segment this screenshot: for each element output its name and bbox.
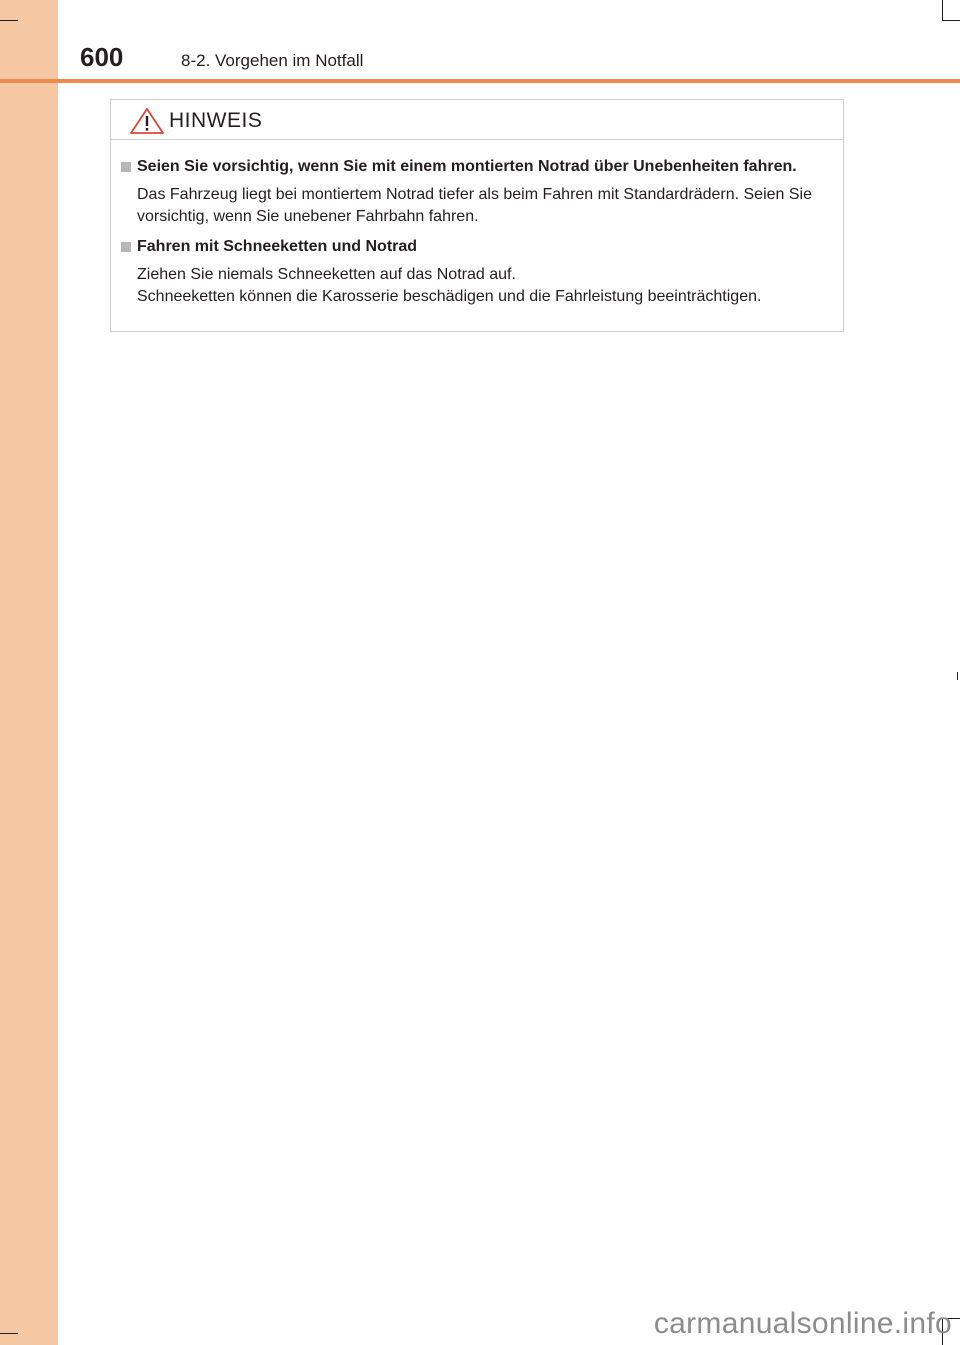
bullet-square-icon bbox=[121, 162, 131, 172]
bullet-square-icon bbox=[121, 242, 131, 252]
header-rule bbox=[0, 79, 960, 83]
crop-mark-top-right-horizontal bbox=[942, 20, 960, 21]
item-heading bbox=[119, 157, 833, 177]
crop-mark-top-left bbox=[0, 20, 18, 21]
crop-mark-right-middle bbox=[957, 672, 958, 680]
notice-header bbox=[111, 100, 843, 140]
crop-mark-top-right-vertical bbox=[942, 0, 943, 20]
item-body-paragraph: Schneeketten können die Karosserie beschädigen und die Fahrleistung beeinträchtigen. bbox=[137, 288, 762, 305]
notice-title: HINWEIS bbox=[169, 109, 263, 132]
item-body-paragraph: Ziehen Sie niemals Schneeketten auf das Notrad auf. bbox=[137, 266, 516, 283]
header-band bbox=[0, 0, 960, 80]
watermark: carmanualsonline.info bbox=[653, 1307, 952, 1340]
page-number: 600 bbox=[80, 42, 124, 72]
crop-mark-bottom-left bbox=[0, 1333, 18, 1334]
item-heading bbox=[119, 237, 833, 257]
item-heading-text: Fahren mit Schneeketten und Notrad bbox=[137, 238, 418, 255]
notice-item bbox=[119, 237, 833, 308]
item-body bbox=[119, 264, 833, 308]
notice-box bbox=[110, 99, 844, 332]
side-color-band bbox=[0, 0, 58, 1345]
section-title: 8-2. Vorgehen im Notfall bbox=[181, 51, 364, 70]
notice-item bbox=[119, 157, 833, 228]
item-body bbox=[119, 184, 833, 228]
item-body-paragraph: Das Fahrzeug liegt bei montiertem Notrad tiefer als beim Fahren mit Standardrädern. Seien Sie vorsichtig, wenn Sie unebener Fahrbahn fahren. bbox=[137, 186, 812, 225]
item-heading-text: Seien Sie vorsichtig, wenn Sie mit einem montierten Notrad über Unebenheiten fahren. bbox=[137, 158, 797, 175]
warning-triangle-icon bbox=[129, 107, 165, 135]
page-header bbox=[0, 0, 960, 80]
